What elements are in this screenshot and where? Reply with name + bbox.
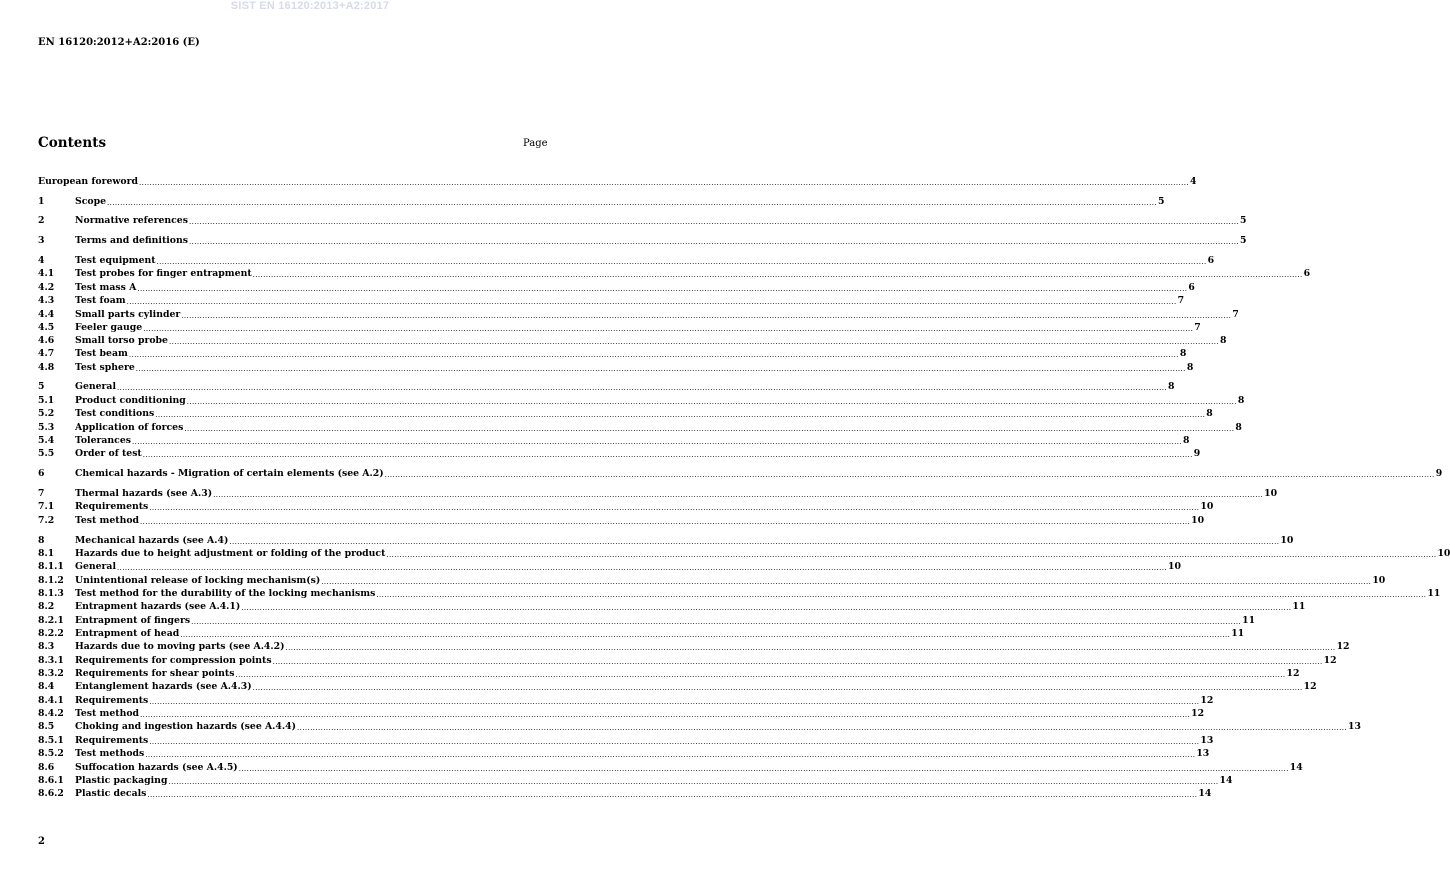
toc-entry-number: 4.4 <box>38 309 55 320</box>
toc-entry-title: Test conditions <box>75 408 155 419</box>
toc-dot-leader: ................................................................................................................................................................................................................................................................................................................................................................................................................ <box>168 338 1220 346</box>
toc-entry-title: Test beam <box>75 348 128 359</box>
toc-entry[interactable] <box>38 695 1214 707</box>
toc-dot-leader: ................................................................................................................................................................................................................................................................................................................................................................................................................ <box>149 698 1200 706</box>
toc-dot-leader: ................................................................................................................................................................................................................................................................................................................................................................................................................ <box>188 218 1239 226</box>
toc-entry-number: 8.3.1 <box>38 655 64 666</box>
toc-entry-title: Application of forces <box>75 422 184 433</box>
toc-entry-page: 8 <box>1237 395 1245 406</box>
toc-entry-number: 4.1 <box>38 268 55 279</box>
toc-entry[interactable] <box>38 681 1317 693</box>
toc-dot-leader: ................................................................................................................................................................................................................................................................................................................................................................................................................ <box>252 271 1303 279</box>
toc-dot-leader: ................................................................................................................................................................................................................................................................................................................................................................................................................ <box>116 564 1168 572</box>
toc-entry-page: 11 <box>1292 601 1306 612</box>
toc-entry-number: 8.1.1 <box>38 561 64 572</box>
toc-entry-number: 4.2 <box>38 282 55 293</box>
toc-entry-number: 7.2 <box>38 515 55 526</box>
toc-entry-title: Entrapment of fingers <box>75 615 191 626</box>
toc-entry[interactable] <box>38 615 1256 627</box>
toc-entry-title: Entrapment of head <box>75 628 180 639</box>
toc-entry-page: 6 <box>1188 282 1195 293</box>
toc-entry[interactable] <box>38 748 1210 760</box>
toc-entry-page: 10 <box>1437 548 1450 559</box>
toc-entry[interactable] <box>38 362 1194 374</box>
toc-entry-number: 5.4 <box>38 435 55 446</box>
toc-entry-page: 13 <box>1200 735 1214 746</box>
toc-entry-number: 8.1 <box>38 548 55 559</box>
toc-entry-title: Normative references <box>75 215 188 226</box>
toc-dot-leader: ................................................................................................................................................................................................................................................................................................................................................................................................................ <box>235 671 1286 679</box>
page-title: Contents <box>38 135 107 151</box>
document-id: EN 16120:2012+A2:2016 (E) <box>38 37 200 48</box>
toc-entry-title: Product conditioning <box>75 395 186 406</box>
toc-entry[interactable] <box>38 535 1294 547</box>
toc-entry-title: Requirements <box>75 695 149 706</box>
toc-entry[interactable] <box>38 515 1205 527</box>
toc-entry[interactable] <box>38 775 1233 787</box>
toc-dot-leader: ................................................................................................................................................................................................................................................................................................................................................................................................................ <box>156 258 1207 266</box>
toc-dot-leader: ................................................................................................................................................................................................................................................................................................................................................................................................................ <box>126 298 1177 306</box>
toc-dot-leader: ................................................................................................................................................................................................................................................................................................................................................................................................................ <box>128 351 1179 359</box>
toc-entry[interactable] <box>38 601 1306 613</box>
toc-dot-leader: ................................................................................................................................................................................................................................................................................................................................................................................................................ <box>252 684 1303 692</box>
toc-entry-page: 6 <box>1207 255 1215 266</box>
toc-entry[interactable] <box>38 762 1303 774</box>
toc-entry-page: 5 <box>1240 215 1247 226</box>
toc-entry[interactable] <box>38 548 1450 560</box>
toc-entry[interactable] <box>38 721 1361 733</box>
toc-entry-title: General <box>75 381 116 392</box>
toc-entry[interactable] <box>38 395 1245 407</box>
toc-entry[interactable] <box>38 381 1175 393</box>
toc-entry-title: Requirements for compression points <box>75 655 272 666</box>
toc-entry-page: 13 <box>1348 721 1361 732</box>
toc-entry-number: 5 <box>38 381 45 392</box>
toc-dot-leader: ................................................................................................................................................................................................................................................................................................................................................................................................................ <box>132 438 1183 446</box>
toc-entry[interactable] <box>38 641 1350 653</box>
toc-entry-page: 8 <box>1220 335 1227 346</box>
toc-dot-leader: ................................................................................................................................................................................................................................................................................................................................................................................................................ <box>184 425 1235 433</box>
page-number: 2 <box>38 836 45 847</box>
toc-entry-page: 12 <box>1336 641 1350 652</box>
toc-dot-leader: ................................................................................................................................................................................................................................................................................................................................................................................................................ <box>107 199 1158 207</box>
toc-entry[interactable] <box>38 335 1227 347</box>
toc-entry-title: Test sphere <box>75 362 135 373</box>
toc-dot-leader: ................................................................................................................................................................................................................................................................................................................................................................................................................ <box>376 591 1427 599</box>
toc-entry-number: 7.1 <box>38 501 55 512</box>
toc-entry[interactable] <box>38 655 1337 667</box>
toc-entry-number: 8.2 <box>38 601 55 612</box>
toc-entry-page: 12 <box>1303 681 1317 692</box>
toc-entry[interactable] <box>38 735 1214 747</box>
toc-dot-leader: ................................................................................................................................................................................................................................................................................................................................................................................................................ <box>191 618 1242 626</box>
toc-entry-title: Test foam <box>75 295 126 306</box>
toc-dot-leader: ................................................................................................................................................................................................................................................................................................................................................................................................................ <box>384 471 1435 479</box>
toc-entry[interactable] <box>38 235 1247 247</box>
toc-dot-leader: ................................................................................................................................................................................................................................................................................................................................................................................................................ <box>137 285 1188 293</box>
toc-entry-title: Thermal hazards (see A.3) <box>75 488 213 499</box>
toc-entry-page: 5 <box>1240 235 1247 246</box>
toc-entry-number: 8 <box>38 535 45 546</box>
toc-entry-page: 12 <box>1200 695 1214 706</box>
toc-entry-page: 12 <box>1191 708 1205 719</box>
toc-entry-number: 8.5.2 <box>38 748 64 759</box>
toc-entry[interactable] <box>38 295 1185 307</box>
toc-dot-leader: ................................................................................................................................................................................................................................................................................................................................................................................................................ <box>181 312 1232 320</box>
toc-entry-number: 8.6.1 <box>38 775 64 786</box>
toc-entry-number: 8.4 <box>38 681 55 692</box>
toc-entry-title: Chemical hazards - Migration of certain elements (see A.2) <box>75 468 384 479</box>
toc-entry-number: 4.7 <box>38 348 55 359</box>
toc-entry[interactable] <box>38 309 1239 321</box>
toc-entry-number: 8.5 <box>38 721 55 732</box>
toc-entry-number: 8.2.1 <box>38 615 64 626</box>
toc-dot-leader: ................................................................................................................................................................................................................................................................................................................................................................................................................ <box>213 491 1264 499</box>
toc-entry-title: Unintentional release of locking mechanism(s) <box>75 575 321 586</box>
toc-entry[interactable] <box>38 501 1214 513</box>
toc-entry-page: 8 <box>1168 381 1175 392</box>
toc-entry[interactable] <box>38 575 1386 587</box>
toc-entry-number: 2 <box>38 215 45 226</box>
toc-entry-page: 10 <box>1191 515 1205 526</box>
toc-entry-title: Terms and definitions <box>75 235 188 246</box>
toc-entry-page: 10 <box>1280 535 1294 546</box>
toc-dot-leader: ................................................................................................................................................................................................................................................................................................................................................................................................................ <box>186 398 1237 406</box>
toc-entry-title: Entrapment hazards (see A.4.1) <box>75 601 241 612</box>
toc-entry-title: Hazards due to moving parts (see A.4.2) <box>75 641 285 652</box>
toc-entry[interactable] <box>38 708 1205 720</box>
toc-entry[interactable] <box>38 435 1190 447</box>
toc-entry-number: 8.3.2 <box>38 668 64 679</box>
toc-entry-page: 14 <box>1198 788 1212 799</box>
watermark: SIST EN 16120:2013+A2:2017 <box>230 0 390 12</box>
toc-entry-page: 9 <box>1193 448 1201 459</box>
toc-entry-number: 8.2.2 <box>38 628 64 639</box>
toc-entry-title: Mechanical hazards (see A.4) <box>75 535 229 546</box>
toc-entry[interactable] <box>38 561 1181 573</box>
toc-entry-number: 4.6 <box>38 335 55 346</box>
toc-dot-leader: ................................................................................................................................................................................................................................................................................................................................................................................................................ <box>155 411 1206 419</box>
toc-dot-leader: ................................................................................................................................................................................................................................................................................................................................................................................................................ <box>238 765 1289 773</box>
toc-entry-number: 6 <box>38 468 45 479</box>
toc-dot-leader: ................................................................................................................................................................................................................................................................................................................................................................................................................ <box>140 518 1191 526</box>
toc-entry-number: 8.4.1 <box>38 695 64 706</box>
toc-dot-leader: ................................................................................................................................................................................................................................................................................................................................................................................................................ <box>149 504 1200 512</box>
toc-entry-title: Order of test <box>75 448 142 459</box>
toc-entry-page: 7 <box>1177 295 1185 306</box>
toc-dot-leader: ................................................................................................................................................................................................................................................................................................................................................................................................................ <box>272 658 1323 666</box>
toc-entry-number: 8.1.3 <box>38 588 64 599</box>
toc-dot-leader: ................................................................................................................................................................................................................................................................................................................................................................................................................ <box>180 631 1231 639</box>
toc-entry-page: 11 <box>1427 588 1441 599</box>
toc-dot-leader: ................................................................................................................................................................................................................................................................................................................................................................................................................ <box>143 325 1194 333</box>
toc-entry-page: 5 <box>1158 196 1165 207</box>
toc-entry-page: 9 <box>1435 468 1443 479</box>
toc-dot-leader: ................................................................................................................................................................................................................................................................................................................................................................................................................ <box>142 451 1193 459</box>
toc-entry-page: 12 <box>1286 668 1300 679</box>
toc-dot-leader: ................................................................................................................................................................................................................................................................................................................................................................................................................ <box>147 791 1198 799</box>
toc-dot-leader: ................................................................................................................................................................................................................................................................................................................................................................................................................ <box>149 738 1200 746</box>
page-column-label: Page <box>523 138 548 149</box>
toc-entry-number: 1 <box>38 196 45 207</box>
toc-entry-page: 8 <box>1183 435 1190 446</box>
toc-entry-title: Feeler gauge <box>75 322 143 333</box>
toc-entry[interactable] <box>38 176 1197 188</box>
toc-entry-page: 8 <box>1186 362 1194 373</box>
toc-entry[interactable] <box>38 322 1201 334</box>
toc-entry[interactable] <box>38 422 1242 434</box>
toc-entry-page: 10 <box>1200 501 1214 512</box>
toc-entry-page: 8 <box>1235 422 1242 433</box>
toc-entry-number: 3 <box>38 235 45 246</box>
toc-entry-page: 6 <box>1303 268 1311 279</box>
toc-entry-page: 10 <box>1168 561 1181 572</box>
toc-entry-page: 12 <box>1323 655 1337 666</box>
toc-dot-leader: ................................................................................................................................................................................................................................................................................................................................................................................................................ <box>168 778 1219 786</box>
toc-entry[interactable] <box>38 628 1245 640</box>
toc-entry-page: 8 <box>1179 348 1187 359</box>
toc-dot-leader: ................................................................................................................................................................................................................................................................................................................................................................................................................ <box>188 238 1240 246</box>
toc-dot-leader: ................................................................................................................................................................................................................................................................................................................................................................................................................ <box>145 751 1196 759</box>
toc-entry[interactable] <box>38 468 1443 480</box>
toc-entry-title: Small torso probe <box>75 335 168 346</box>
toc-dot-leader: ................................................................................................................................................................................................................................................................................................................................................................................................................ <box>139 179 1190 187</box>
toc-entry-title: Test method for the durability of the locking mechanisms <box>75 588 376 599</box>
toc-entry-title: Requirements for shear points <box>75 668 235 679</box>
toc-entry-title: Plastic packaging <box>75 775 168 786</box>
toc-entry-number: 8.4.2 <box>38 708 64 719</box>
toc-entry-number: 8.1.2 <box>38 575 64 586</box>
toc-entry-title: Scope <box>75 196 106 207</box>
toc-entry-number: 4.8 <box>38 362 55 373</box>
toc-entry-page: 14 <box>1289 762 1303 773</box>
toc-entry-page: 11 <box>1242 615 1256 626</box>
toc-entry-number: 4.3 <box>38 295 55 306</box>
toc-entry-title: Plastic decals <box>75 788 147 799</box>
toc-entry[interactable] <box>38 282 1195 294</box>
toc-entry-title: Suffocation hazards (see A.4.5) <box>75 762 238 773</box>
toc-entry-number: 8.3 <box>38 641 55 652</box>
toc-entry[interactable] <box>38 255 1215 267</box>
toc-entry-page: 10 <box>1264 488 1278 499</box>
toc-entry-title: General <box>75 561 116 572</box>
toc-entry-title: Test method <box>75 515 140 526</box>
toc-entry-page: 7 <box>1194 322 1201 333</box>
toc-entry-title: Test method <box>75 708 140 719</box>
toc-entry-title: Small parts cylinder <box>75 309 181 320</box>
toc-dot-leader: ................................................................................................................................................................................................................................................................................................................................................................................................................ <box>116 384 1168 392</box>
toc-entry[interactable] <box>38 408 1213 420</box>
toc-entry[interactable] <box>38 215 1247 227</box>
toc-entry-number: 5.2 <box>38 408 55 419</box>
toc-entry-page: 10 <box>1372 575 1386 586</box>
toc-entry[interactable] <box>38 668 1300 680</box>
toc-dot-leader: ................................................................................................................................................................................................................................................................................................................................................................................................................ <box>285 644 1336 652</box>
toc-entry-title: Test equipment <box>75 255 156 266</box>
toc-entry-title: European foreword <box>38 176 138 187</box>
toc-entry-page: 11 <box>1231 628 1245 639</box>
toc-entry-title: Requirements <box>75 501 149 512</box>
toc-entry-number: 4.5 <box>38 322 55 333</box>
toc-entry-title: Choking and ingestion hazards (see A.4.4) <box>75 721 296 732</box>
toc-entry-title: Test probes for finger entrapment <box>75 268 252 279</box>
toc-entry-number: 8.5.1 <box>38 735 64 746</box>
toc-entry-number: 5.5 <box>38 448 55 459</box>
toc-entry-number: 5.1 <box>38 395 55 406</box>
toc-entry-title: Requirements <box>75 735 149 746</box>
toc-dot-leader: ................................................................................................................................................................................................................................................................................................................................................................................................................ <box>297 724 1348 732</box>
toc-entry[interactable] <box>38 788 1212 800</box>
toc-entry-title: Tolerances <box>75 435 131 446</box>
toc-dot-leader: ................................................................................................................................................................................................................................................................................................................................................................................................................ <box>386 551 1437 559</box>
toc-entry-number: 8.6.2 <box>38 788 64 799</box>
toc-entry[interactable] <box>38 268 1311 280</box>
toc-dot-leader: ................................................................................................................................................................................................................................................................................................................................................................................................................ <box>321 578 1372 586</box>
toc-entry[interactable] <box>38 588 1441 600</box>
toc-entry-number: 5.3 <box>38 422 55 433</box>
toc-entry-title: Test methods <box>75 748 145 759</box>
toc-entry-page: 4 <box>1190 176 1197 187</box>
toc-entry-page: 13 <box>1196 748 1210 759</box>
toc-entry-title: Test mass A <box>75 282 137 293</box>
toc-entry-page: 8 <box>1206 408 1213 419</box>
toc-entry-number: 8.6 <box>38 762 55 773</box>
toc-entry-title: Entanglement hazards (see A.4.3) <box>75 681 252 692</box>
toc-entry[interactable] <box>38 196 1165 208</box>
toc-dot-leader: ................................................................................................................................................................................................................................................................................................................................................................................................................ <box>135 365 1186 373</box>
toc-entry-number: 7 <box>38 488 45 499</box>
toc-entry[interactable] <box>38 488 1278 500</box>
toc-entry-title: Hazards due to height adjustment or folding of the product <box>75 548 386 559</box>
toc-entry[interactable] <box>38 448 1201 460</box>
toc-entry-page: 7 <box>1232 309 1239 320</box>
toc-dot-leader: ................................................................................................................................................................................................................................................................................................................................................................................................................ <box>229 538 1280 546</box>
toc-dot-leader: ................................................................................................................................................................................................................................................................................................................................................................................................................ <box>140 711 1191 719</box>
toc-entry[interactable] <box>38 348 1187 360</box>
toc-entry-number: 4 <box>38 255 45 266</box>
toc-entry-page: 14 <box>1219 775 1233 786</box>
toc-dot-leader: ................................................................................................................................................................................................................................................................................................................................................................................................................ <box>241 604 1292 612</box>
